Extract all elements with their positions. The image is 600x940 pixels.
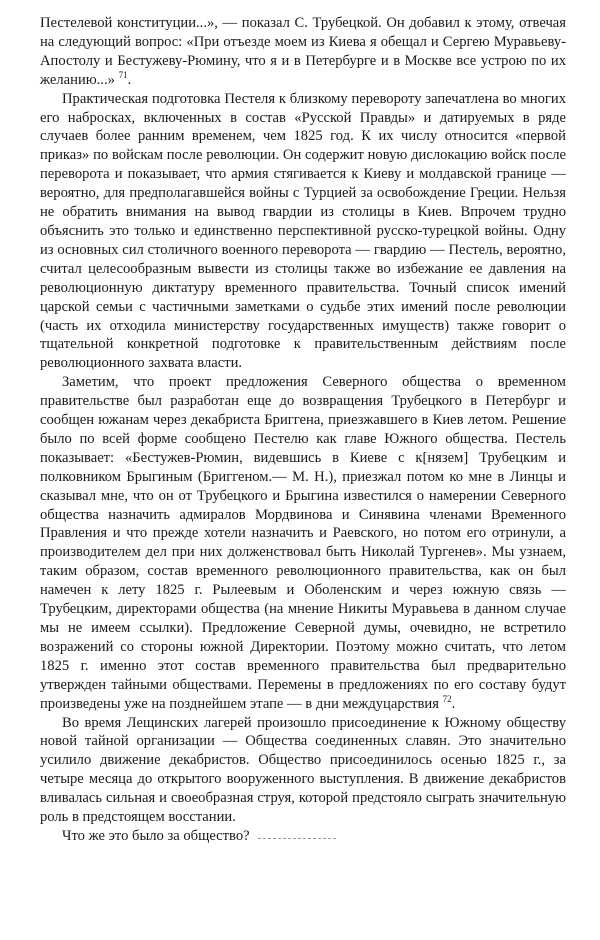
- section-divider: [258, 838, 336, 839]
- paragraph-text: Что же это было за общество?: [62, 827, 250, 844]
- paragraph-text: Во время Лещинских лагерей произошло присоединение к Южному обществу новой тайной организации — Общества соединенных славян. Это значительно усилило движение декабристов. Общество присоединилось осенью 1825 г., за четыре месяца до открытого вооруженного выступления. В движение декабристов вливалась сильная и своеобразная струя, которой предстояло сыграть значительную роль в предстоящем восстании.: [40, 714, 566, 826]
- paragraph: Пестелевой конституции...», — показал С. Трубецкой. Он добавил к этому, отвечая на следующий вопрос: «При отъезде моем из Киева я обещал и Сергею Муравьеву-Апостолу и Бестужеву-Рюмину, что я и в Петербурге и в Москве все устрою по их желанию...» $^{71}$.: [40, 15, 566, 88]
- paragraph: [40, 827, 566, 846]
- paragraph: Заметим, что проект предложения Северного общества о временном правительстве был разработан еще до возвращения Трубецкого в Петербург и сообщен южанам через декабриста Бриггена, приезжавшего в Киев летом. Решение было по всей форме сообщено Пестелю как главе Южного общества. Пестель показывает: «Бестужев-Рюмин, видевшись в Киеве с к[нязем] Трубецким и полковником Брыгиным (Бриггеном.— М. Н.), приезжал потом ко мне в Линцы и сказывал мне, что он от Трубецкого и Брыгина известился о намерении Северного общества назначить адмиралов Мордвинова и Синявина членами Временного Правления и что прежде хотели назначить и Раевского, но потом его отринули, а производителем дел при них долженствовал быть Николай Тургенев». Мы узнаем, таким образом, состав временного революционного правительства, как он был намечен к лету 1825 г. Рылеевым и Оболенским и через южную связь — Трубецким, директорами общества (на мнение Никиты Муравьева в данном случае мы не имеем ссылки). Предложение Северной думы, очевидно, не встретило возражений со стороны южной Директории. Поэтому можно считать, что летом 1825 г. именно этот состав временного правительства был предварительно утвержден тайными обществами. Перемены в предложениях по его составу будут произведены уже на позднейшем этапе — в дни междуцарствия $^{72}$.: [40, 374, 566, 712]
- paragraph-text: Практическая подготовка Пестеля к близкому перевороту запечатлена во многих его набросках, включенных в состав «Русской Правды» и датируемых в ряде случаев более ранним временем, чем 1825 год. К их числу относится «первой приказ» по войскам после революции. Он содержит новую дислокацию войск после переворота и показывает, что армия стягивается к Киеву и молдавской границе — вероятно, для предполагавшейся войны с Турцией за освобождение Греции. Нельзя не обратить внимания на вывод гвардии из столицы в Киев. Впрочем трудно объяснить это только и единственно перспективной русско-турецкой войны. Одну из основных сил столичного военного переворота — гвардию — Пестель, вероятно, считал целесообразным вывести из столицы также во избежание ее давления на революционную диктатуру временного правительства. Точный список имений царской семьи с частичными заметками о судьбе этих имений после революции (часть их отходила министерству государственных имуществ) также говорит о тщательной конкретной подготовке к правительственным действиям после революционного захвата власти.: [40, 90, 566, 372]
- paragraph: [40, 90, 566, 374]
- footnote-ref: 72: [442, 693, 452, 704]
- footnote-ref: 71: [118, 69, 128, 80]
- paragraph-text: Заметим, что проект предложения Северного общества о временном правительстве был разработан еще до возвращения Трубецкого в Петербург и сообщен южанам через декабриста Бриггена, приезжавшего в Киев летом. Решение было по всей форме сообщено Пестелю как главе Южного общества. Пестель показывает: «Бестужев-Рюмин, видевшись в Киеве с к[нязем] Трубецким и полковником Брыгиным (Бриггеном.— М. Н.), приезжал потом ко мне в Линцы и сказывал мне, что он от Трубецкого и Брыгина известился о намерении Северного общества назначить адмиралов Мордвинова и Синявина членами Временного Правления и что прежде хотели назначить и Раевского, но потом его отринули, а производителем дел при них долженствовал быть Николай Тургенев». Мы узнаем, таким образом, состав временного революционного правительства, как он был намечен к лету 1825 г. Рылеевым и Оболенским и через южную связь — Трубецким, директорами общества (на мнение Никиты Муравьева в данном случае мы не имеем ссылки). Предложение Северной думы, очевидно, не встретило возражений со стороны южной Директории. Поэтому можно считать, что летом 1825 г. именно этот состав временного правительства был предварительно утвержден тайными обществами. Перемены в предложениях по его составу будут произведены уже на позднейшем этапе — в дни междуцарствия: [40, 374, 566, 712]
- paragraph: [40, 714, 566, 827]
- paragraph-text: Пестелевой конституции...», — показал С. Трубецкой. Он добавил к этому, отвечая на следующий вопрос: «При отъезде моем из Киева я обещал и Сергею Муравьеву-Апостолу и Бестужеву-Рюмину, что я и в Петербурге и в Москве все устрою по их желанию...»: [40, 15, 566, 88]
- page-text: [40, 14, 566, 846]
